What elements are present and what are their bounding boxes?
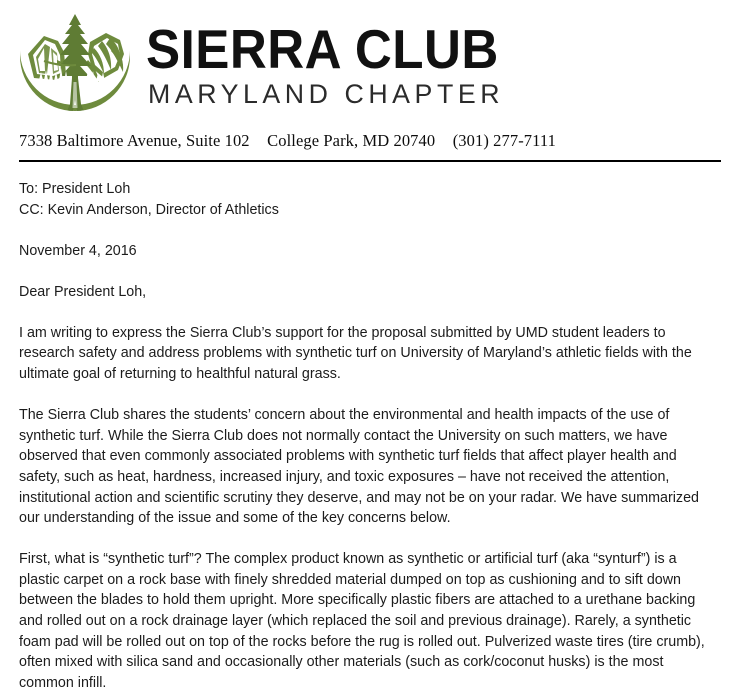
- recipient-cc-line: CC: Kevin Anderson, Director of Athletics: [19, 201, 279, 218]
- brand-wordmark: [146, 19, 525, 110]
- address-line: [19, 131, 740, 151]
- address-phone: (301) 277-7111: [452, 131, 556, 150]
- letter-paragraph: The Sierra Club shares the students’ concern about the environmental and health impacts of the use of synthetic turf. While the Sierra Club does not normally contact the University on such matters, we have observed that even commonly associated problems with synthetic turf fields that affect player health and safety, such as heat, hardness, increased injury, and toxic exposures – have not received the attention, institutional action and scientific scrutiny they deserve, and may not be on your radar. We have summarized our understanding of the issue and some of the key concerns below.: [19, 407, 699, 527]
- sierra-club-sequoia-emblem-icon: [14, 8, 136, 120]
- recipient-block: [19, 179, 719, 220]
- letter-paragraph: First, what is “synthetic turf”? The complex product known as synthetic or artificial turf (aka “synturf”) is a plastic carpet on a rock base with finely shredded material dumped on top as cushioning and to sift down between the blades to hold them upright. More specifically plastic fibers are attached to a urethane backing and rolled out on a rock drainage layer (which replaced the soil and previous drainage). Rarely, a synthetic foam pad will be rolled out on top of the rocks before the rug is rolled out. Pulverized waste tires (tire crumb), often mixed with silica sand and occasionally other materials (such as cork/coconut husks) is the most common infill.: [19, 551, 705, 691]
- letter-body: [19, 162, 719, 693]
- address-street: 7338 Baltimore Avenue, Suite 102: [19, 131, 250, 150]
- recipient-to-line: To: President Loh: [19, 181, 131, 197]
- brand-primary-title: SIERRA CLUB: [146, 17, 499, 80]
- brand-secondary-title: MARYLAND CHAPTER: [148, 78, 505, 109]
- letter-paragraph: I am writing to express the Sierra Club’s support for the proposal submitted by UMD student leaders to research safety and address problems with synthetic turf on University of Maryland’s athletic fields with the ultimate goal of returning to healthful natural grass.: [19, 324, 692, 383]
- letter-salutation: Dear President Loh,: [19, 283, 147, 300]
- address-city-state-zip: College Park, MD 20740: [267, 131, 436, 150]
- letter-date: November 4, 2016: [19, 242, 137, 259]
- letterhead: [0, 0, 740, 120]
